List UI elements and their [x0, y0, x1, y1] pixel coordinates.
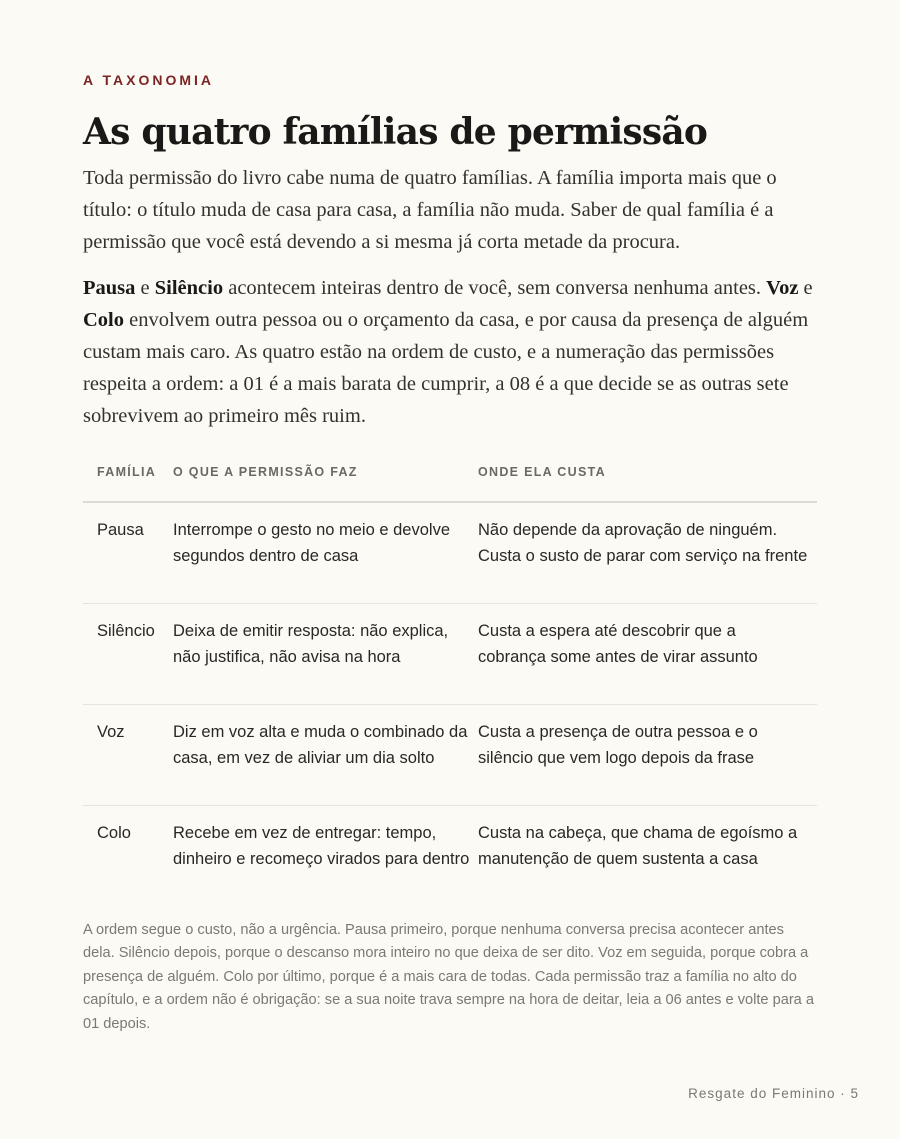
table-row [83, 503, 817, 604]
cell-does: Interrompe o gesto no meio e devolve segundos dentro de casa [173, 521, 450, 565]
section-eyebrow: A TAXONOMIA [83, 72, 214, 88]
intro-paragraph: Toda permissão do livro cabe numa de quatro famílias. A família importa mais que o título: o título muda de casa para casa, a família não muda. Saber de qual família é a permissão que você está devendo a si mesma já corta metade da procura. [83, 167, 777, 253]
families-paragraph [83, 272, 819, 432]
cell-family: Colo [97, 824, 131, 842]
cell-does: Recebe em vez de entregar: tempo, dinheiro e recomeço virados para dentro [173, 824, 470, 868]
header-does: O QUE A PERMISSÃO FAZ [173, 465, 358, 479]
table-row [83, 806, 817, 907]
header-family: FAMÍLIA [97, 465, 157, 479]
page-title: As quatro famílias de permissão [83, 111, 708, 153]
paragraph-text: e [798, 277, 813, 299]
page-footer: Resgate do Feminino · 5 [688, 1086, 859, 1101]
cell-does: Deixa de emitir resposta: não explica, não justifica, não avisa na hora [173, 622, 449, 666]
term-pausa: Pausa [83, 277, 136, 299]
families-table [83, 457, 817, 907]
cell-cost: Custa na cabeça, que chama de egoísmo a manutenção de quem sustenta a casa [478, 824, 798, 868]
cell-family: Pausa [97, 521, 144, 539]
cell-cost: Custa a presença de outra pessoa e o silêncio que vem logo depois da frase [478, 723, 758, 767]
table-header [83, 457, 817, 503]
closing-note: A ordem segue o custo, não a urgência. Pausa primeiro, porque nenhuma conversa precisa acontecer antes dela. Silêncio depois, porque o descanso mora inteiro no que deixa de ser dito. Voz em seguida, porque cobra a presença de alguém. Colo por último, porque é a mais cara de todas. Cada permissão traz a família no alto do capítulo, e a ordem não é obrigação: se a sua noite trava sempre na hora de deitar, leia a 06 antes e volte para a 01 depois. [83, 922, 814, 1032]
cell-cost: Não depende da aprovação de ninguém. Custa o susto de parar com serviço na frente [478, 521, 808, 565]
header-cost: ONDE ELA CUSTA [478, 465, 606, 479]
table-row [83, 604, 817, 705]
cell-cost: Custa a espera até descobrir que a cobrança some antes de virar assunto [478, 622, 758, 666]
term-silencio: Silêncio [154, 277, 224, 299]
cell-family: Silêncio [97, 622, 155, 640]
table-row [83, 705, 817, 806]
term-voz: Voz [766, 277, 799, 299]
paragraph-text: envolvem outra pessoa ou o orçamento da casa, e por causa da presença de alguém custam mais caro. As quatro estão na ordem de custo, e a numeração das permissões respeita a ordem: a 01 é a mais barata de cumprir, a 08 é a que decide se as outras sete sobrevivem ao primeiro mês ruim. [83, 309, 809, 427]
paragraph-text: e [135, 277, 155, 299]
cell-family: Voz [97, 723, 125, 741]
cell-does: Diz em voz alta e muda o combinado da casa, em vez de aliviar um dia solto [173, 723, 468, 767]
term-colo: Colo [83, 309, 124, 331]
paragraph-text: acontecem inteiras dentro de você, sem conversa nenhuma antes. [223, 277, 767, 299]
